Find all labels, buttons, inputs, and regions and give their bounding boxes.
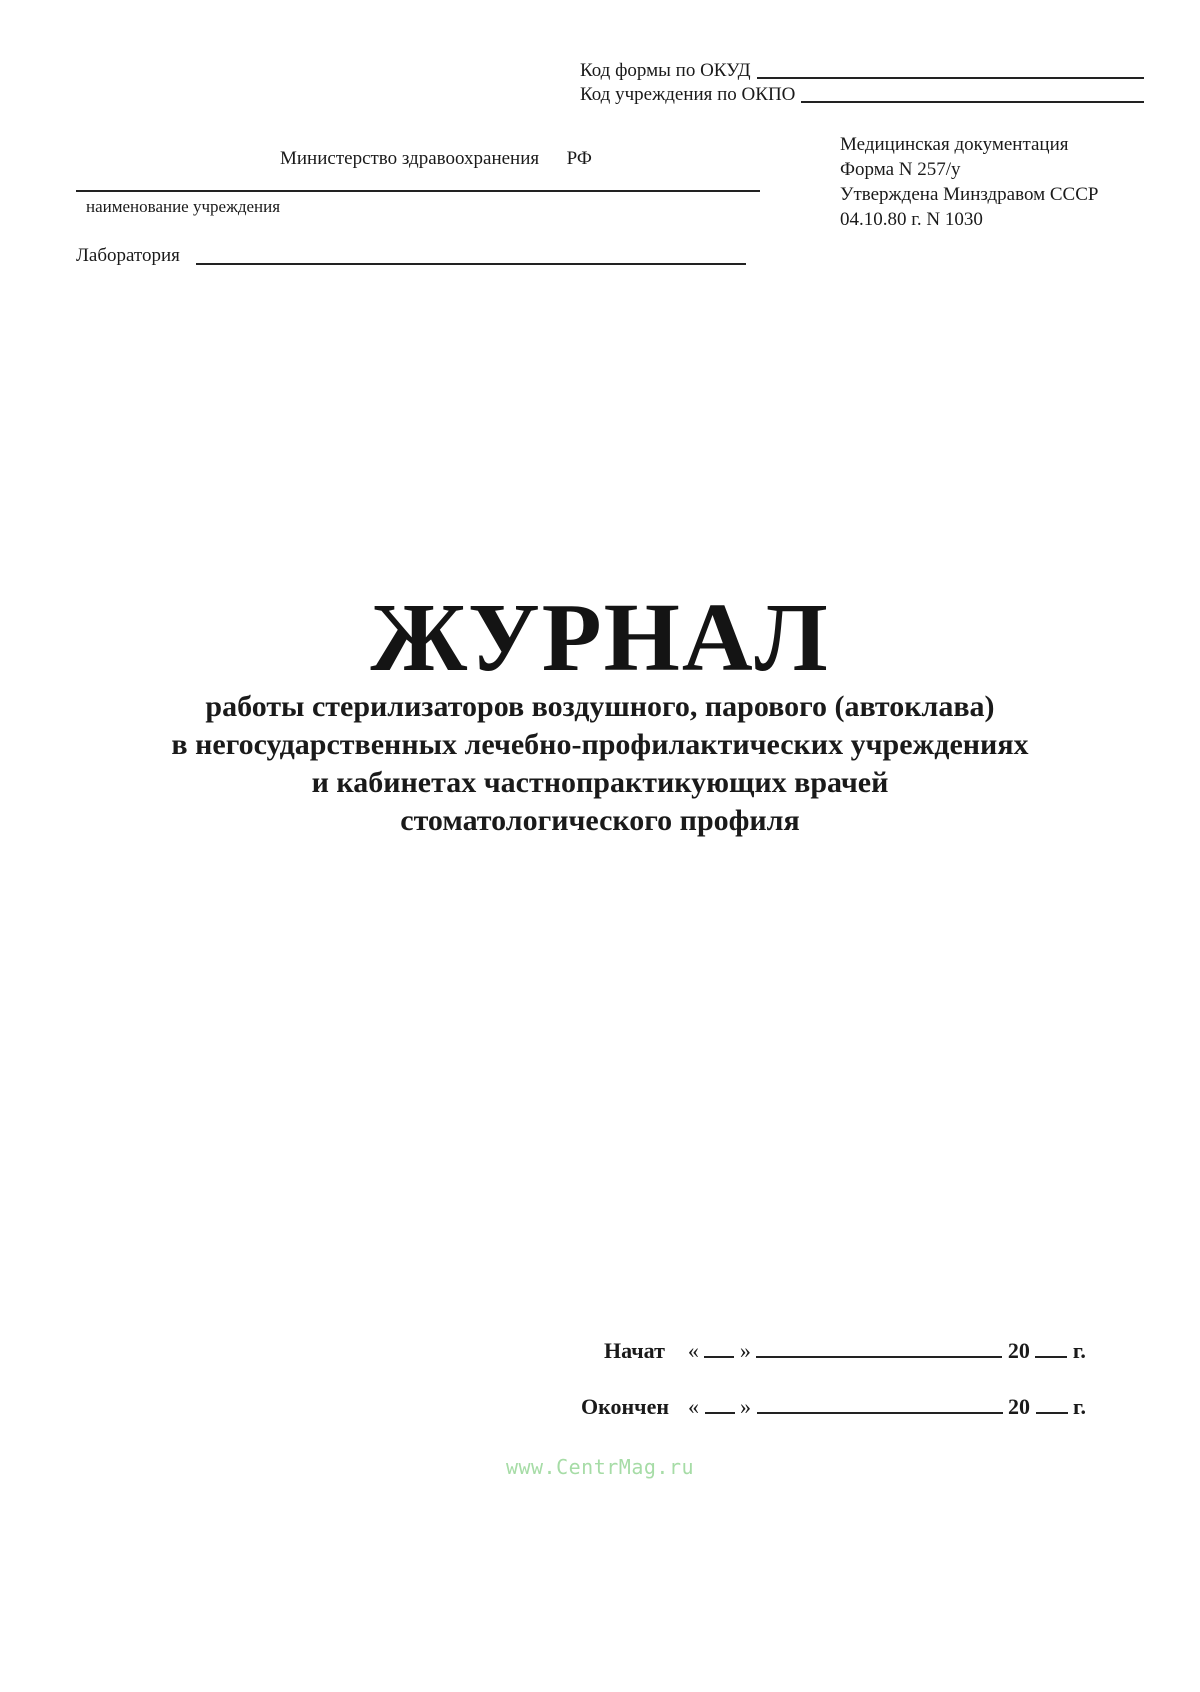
okpo-label: Код учреждения по ОКПО bbox=[580, 84, 796, 105]
ended-close-quote: » bbox=[740, 1394, 752, 1419]
watermark-text: www.CentrMag.ru bbox=[505, 1455, 695, 1479]
ended-year-prefix: 20 bbox=[1008, 1394, 1031, 1419]
started-year-field[interactable] bbox=[1035, 1336, 1067, 1358]
med-doc-line-4: 04.10.80 г. N 1030 bbox=[840, 209, 983, 230]
ended-row bbox=[581, 1392, 1086, 1422]
institution-caption: наименование учреждения bbox=[86, 197, 281, 216]
ended-month-field[interactable] bbox=[757, 1392, 1003, 1414]
started-close-quote: » bbox=[739, 1338, 751, 1363]
okud-label: Код формы по ОКУД bbox=[580, 60, 751, 81]
med-doc-line-1: Медицинская документация bbox=[840, 134, 1069, 155]
okud-row bbox=[580, 58, 1144, 82]
ended-year-suffix: г. bbox=[1073, 1394, 1087, 1419]
ended-label: Окончен bbox=[581, 1394, 670, 1419]
subtitle-line-4: стоматологического профиля bbox=[400, 804, 800, 837]
med-doc-line-3: Утверждена Минздравом СССР bbox=[840, 184, 1099, 205]
started-year-suffix: г. bbox=[1072, 1338, 1086, 1363]
med-doc-line-2: Форма N 257/у bbox=[840, 159, 961, 180]
ministry-text bbox=[280, 148, 592, 170]
laboratory-label: Лаборатория bbox=[76, 245, 180, 266]
subtitle-line-2: в негосударственных лечебно-профилактических учреждениях bbox=[171, 728, 1029, 761]
okud-field[interactable] bbox=[757, 77, 1144, 79]
journal-subtitle bbox=[0, 688, 1200, 840]
ended-open-quote: « bbox=[688, 1394, 700, 1419]
okpo-row bbox=[580, 82, 1144, 106]
laboratory-field[interactable] bbox=[196, 263, 746, 265]
started-open-quote: « bbox=[687, 1338, 699, 1363]
okpo-field[interactable] bbox=[801, 101, 1144, 103]
ministry-name: Министерство здравоохранения bbox=[280, 148, 540, 169]
started-label: Начат bbox=[604, 1338, 665, 1363]
ended-year-field[interactable] bbox=[1036, 1392, 1068, 1414]
med-doc-block bbox=[840, 132, 1098, 232]
started-day-field[interactable] bbox=[704, 1336, 734, 1358]
ministry-suffix: РФ bbox=[566, 148, 592, 169]
institution-name-field[interactable] bbox=[76, 190, 760, 192]
started-month-field[interactable] bbox=[756, 1336, 1002, 1358]
journal-title: ЖУРНАЛ bbox=[370, 584, 830, 692]
subtitle-line-3: и кабинетах частнопрактикующих врачей bbox=[311, 766, 889, 799]
ended-day-field[interactable] bbox=[705, 1392, 735, 1414]
started-row bbox=[604, 1336, 1086, 1366]
subtitle-line-1: работы стерилизаторов воздушного, парового (автоклава) bbox=[205, 690, 995, 723]
started-year-prefix: 20 bbox=[1007, 1338, 1030, 1363]
